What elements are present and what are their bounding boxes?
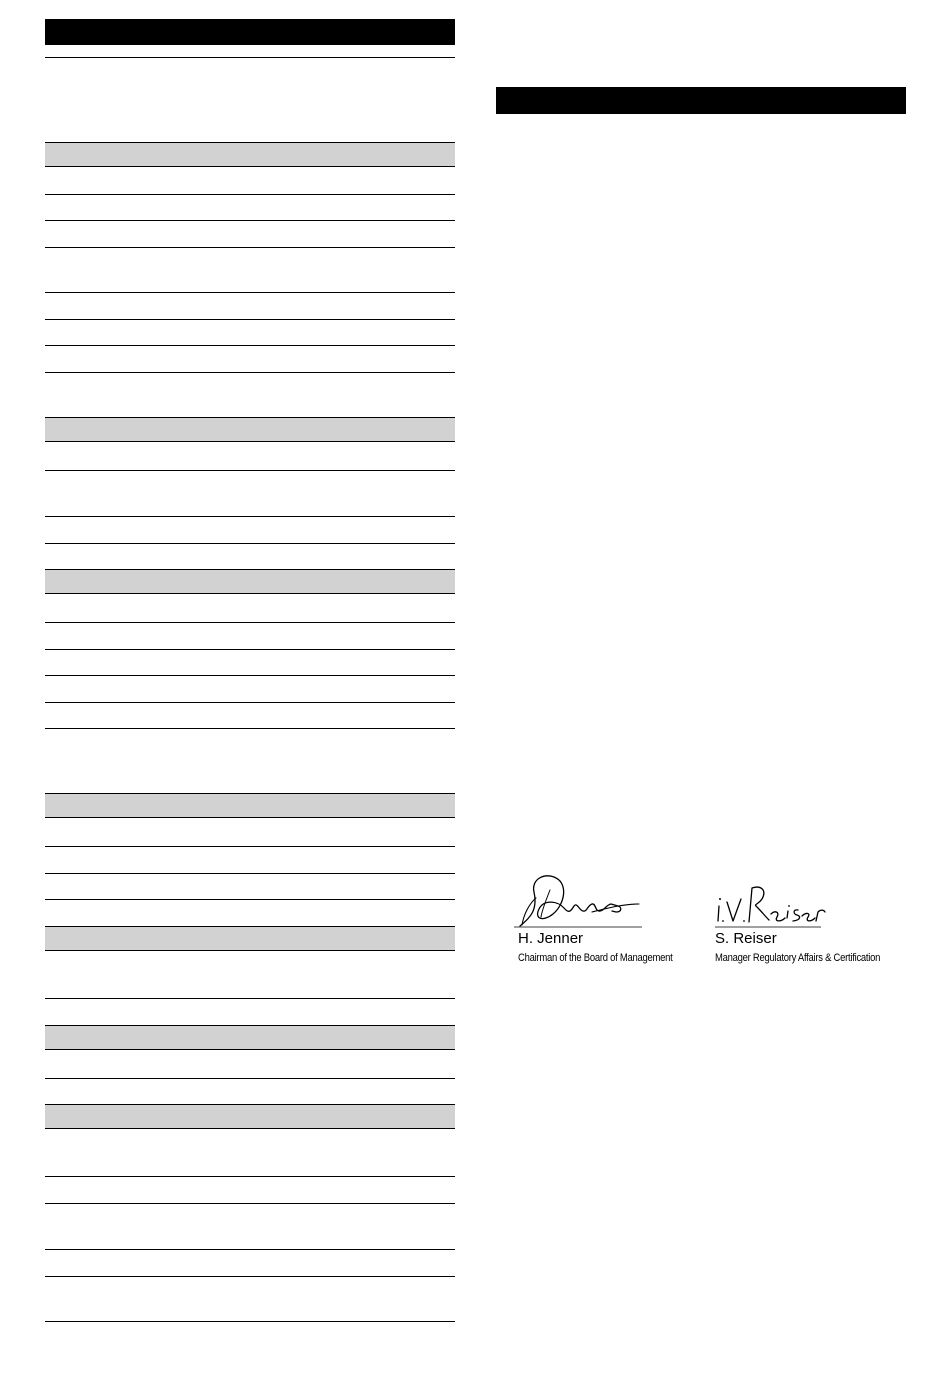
divider: [45, 702, 455, 703]
divider: [45, 516, 455, 517]
divider: [45, 998, 455, 999]
divider: [45, 728, 455, 729]
divider: [45, 543, 455, 544]
divider: [45, 899, 455, 900]
left-header-bar: [45, 19, 455, 45]
section-band: [45, 926, 455, 951]
signatory-title: Chairman of the Board of Management: [518, 952, 673, 964]
divider: [45, 873, 455, 874]
signatory-name: S. Reiser: [715, 930, 777, 947]
divider: [45, 372, 455, 373]
section-band: [45, 793, 455, 818]
divider: [45, 292, 455, 293]
signature-block-jenner: [508, 870, 698, 970]
signatory-name: H. Jenner: [518, 930, 584, 947]
signatory-title: Manager Regulatory Affairs & Certification: [715, 952, 881, 964]
divider: [45, 1321, 455, 1322]
divider: [45, 1078, 455, 1079]
divider: [45, 649, 455, 650]
divider: [45, 220, 455, 221]
signature-block-reiser: [707, 870, 907, 970]
section-band: [45, 1025, 455, 1050]
divider: [45, 57, 455, 58]
divider: [45, 1176, 455, 1177]
right-header-bar: [496, 87, 906, 114]
divider: [45, 675, 455, 676]
divider: [45, 319, 455, 320]
divider: [45, 194, 455, 195]
signature-reiser: [707, 870, 837, 930]
divider: [45, 470, 455, 471]
section-band: [45, 569, 455, 594]
section-band: [45, 417, 455, 442]
divider: [45, 846, 455, 847]
divider: [45, 1276, 455, 1277]
section-band: [45, 142, 455, 167]
divider: [45, 1249, 455, 1250]
signature-jenner: [508, 870, 698, 930]
divider: [45, 247, 455, 248]
section-band: [45, 1104, 455, 1129]
divider: [45, 345, 455, 346]
divider: [45, 1203, 455, 1204]
divider: [45, 622, 455, 623]
